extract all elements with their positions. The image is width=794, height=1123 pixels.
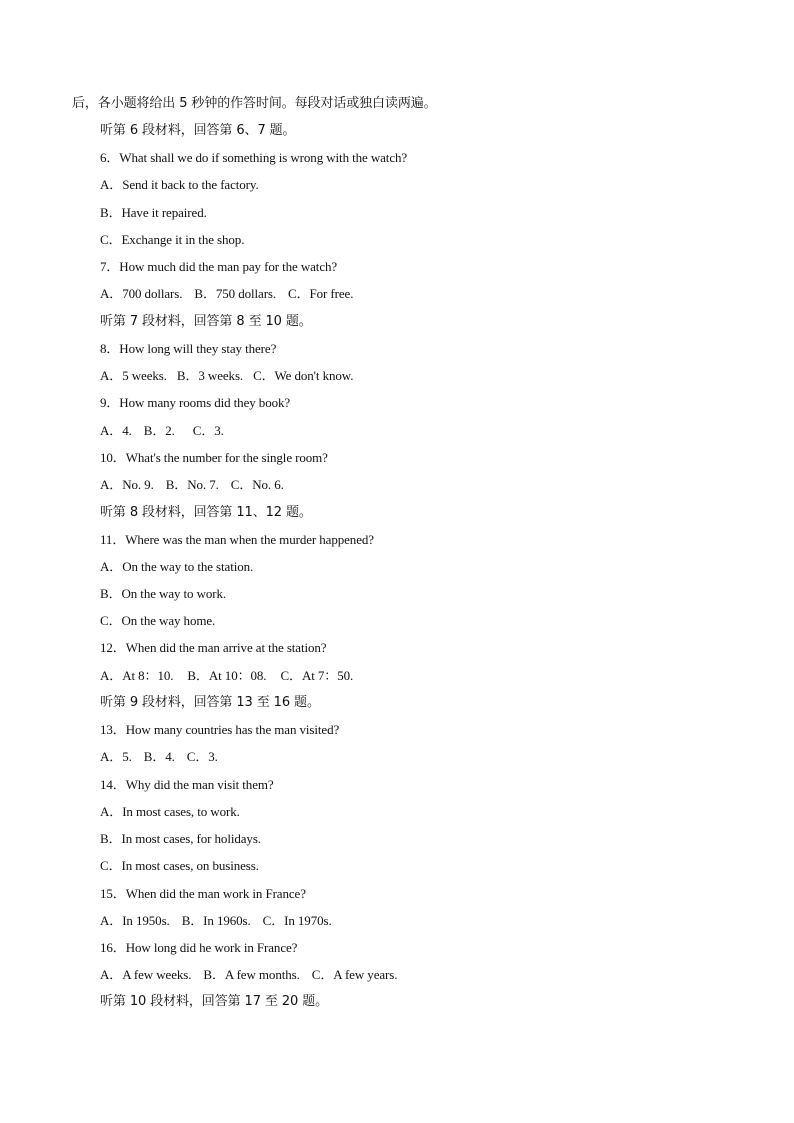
- question-6-option-a: A．Send it back to the factory.: [100, 177, 259, 192]
- question-8-option-a: A．5 weeks.: [100, 368, 167, 383]
- question-9-option-b: B．2.: [143, 423, 175, 438]
- question-9-option-a: A．4.: [100, 423, 132, 438]
- question-7-option-c: C．For free.: [288, 286, 354, 301]
- question-16-stem: 16．How long did he work in France?: [100, 940, 298, 955]
- section-heading-10: 听第 10 段材料，回答第 17 至 20 题。: [100, 994, 329, 1009]
- section-heading-9: 听第 9 段材料，回答第 13 至 16 题。: [100, 695, 320, 710]
- question-7-stem: 7．How much did the man pay for the watch?: [100, 259, 338, 274]
- question-15-option-a: A．In 1950s.: [100, 913, 170, 928]
- question-10-options: [100, 477, 284, 493]
- question-13-option-b: B．4.: [143, 749, 175, 764]
- question-15-option-b: B．In 1960s.: [181, 913, 251, 928]
- question-6-option-c: C．Exchange it in the shop.: [100, 232, 245, 247]
- question-7-option-a: A．700 dollars.: [100, 286, 183, 301]
- question-16-option-c: C．A few years.: [311, 967, 398, 982]
- question-9-stem: 9．How many rooms did they book?: [100, 395, 291, 410]
- question-12-options: [100, 668, 353, 684]
- question-6-stem: 6．What shall we do if something is wrong with the watch?: [100, 150, 408, 165]
- question-16-option-a: A．A few weeks.: [100, 967, 192, 982]
- question-15-options: [100, 913, 332, 929]
- question-13-option-c: C．3.: [186, 749, 218, 764]
- question-13-stem: 13．How many countries has the man visited?: [100, 722, 340, 737]
- section-heading-8: 听第 8 段材料，回答第 11、12 题。: [100, 505, 312, 520]
- question-14-option-c: C．In most cases, on business.: [100, 858, 259, 873]
- question-14-option-b: B．In most cases, for holidays.: [100, 831, 261, 846]
- question-12-option-c: C．At 7：50.: [280, 668, 354, 683]
- question-12-option-a: A．At 8：10.: [100, 668, 174, 683]
- question-8-options: [100, 368, 353, 384]
- question-10-option-c: C．No. 6.: [230, 477, 284, 492]
- question-16-options: [100, 967, 397, 983]
- section-heading-7: 听第 7 段材料，回答第 8 至 10 题。: [100, 314, 312, 329]
- question-10-option-b: B．No. 7.: [165, 477, 219, 492]
- question-12-option-b: B．At 10：08.: [187, 668, 267, 683]
- question-15-option-c: C．In 1970s.: [262, 913, 332, 928]
- question-15-stem: 15．When did the man work in France?: [100, 886, 306, 901]
- question-7-option-b: B．750 dollars.: [194, 286, 277, 301]
- question-11-stem: 11．Where was the man when the murder happened?: [100, 532, 374, 547]
- question-14-stem: 14．Why did the man visit them?: [100, 777, 274, 792]
- question-11-option-b: B．On the way to work.: [100, 586, 227, 601]
- question-11-option-c: C．On the way home.: [100, 613, 216, 628]
- question-8-option-b: B．3 weeks.: [176, 368, 244, 383]
- question-7-options: [100, 286, 353, 302]
- question-8-stem: 8．How long will they stay there?: [100, 341, 277, 356]
- intro-continuation: 后，各小题将给出 5 秒钟的作答时间。每段对话或独白读两遍。: [72, 96, 437, 111]
- question-8-option-c: C．We don't know.: [253, 368, 354, 383]
- question-12-stem: 12．When did the man arrive at the station?: [100, 640, 327, 655]
- question-14-option-a: A．In most cases, to work.: [100, 804, 240, 819]
- question-6-option-b: B．Have it repaired.: [100, 205, 207, 220]
- section-heading-6: 听第 6 段材料，回答第 6、7 题。: [100, 123, 296, 138]
- question-10-option-a: A．No. 9.: [100, 477, 154, 492]
- question-13-options: [100, 749, 218, 765]
- question-9-option-c: C．3.: [192, 423, 224, 438]
- question-13-option-a: A．5.: [100, 749, 132, 764]
- question-10-stem: 10．What's the number for the single room?: [100, 450, 328, 465]
- question-16-option-b: B．A few months.: [203, 967, 300, 982]
- question-9-options: [100, 423, 224, 439]
- question-11-option-a: A．On the way to the station.: [100, 559, 254, 574]
